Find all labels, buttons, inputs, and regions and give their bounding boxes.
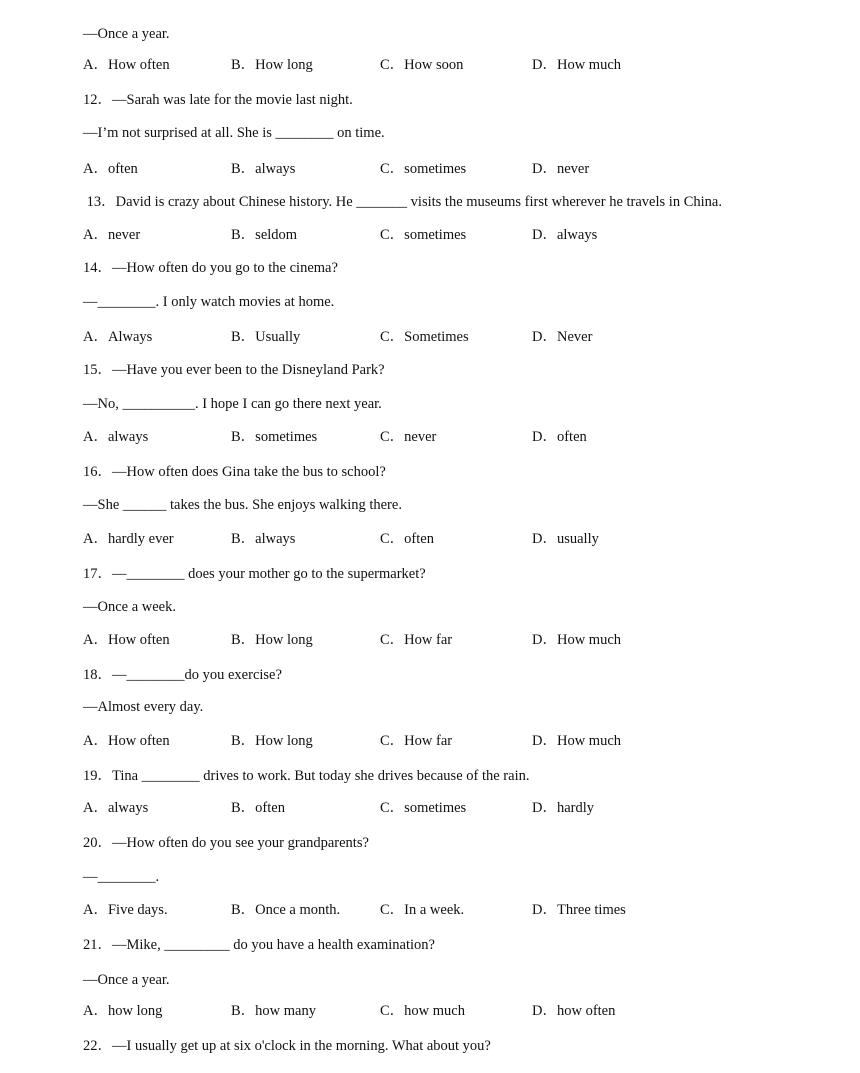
question-text: 12．—Sarah was late for the movie last night.: [83, 92, 353, 108]
answer-option-d: D．never: [532, 161, 590, 177]
answer-options-row: [83, 1002, 783, 1020]
answer-option-d: D．Three times: [532, 902, 626, 918]
answer-option-a: A．Always: [83, 329, 153, 345]
question-text: 18．—________do you exercise?: [83, 667, 282, 683]
question-text: 17．—________ does your mother go to the supermarket?: [83, 566, 426, 582]
answer-option-b: B．Once a month.: [231, 902, 341, 918]
answer-option-d: D．always: [532, 227, 598, 243]
answer-option-c: C．how much: [380, 1003, 465, 1019]
answer-option-b: B．always: [231, 531, 296, 547]
answer-options-row: [83, 530, 783, 548]
answer-options-row: [83, 799, 783, 817]
question-text: 22．—I usually get up at six o'clock in the morning. What about you?: [83, 1038, 491, 1054]
question-text: 21．—Mike, _________ do you have a health examination?: [83, 937, 435, 953]
answer-options-row: [83, 901, 783, 919]
answer-option-b: B．How long: [231, 733, 313, 749]
answer-option-c: C．sometimes: [380, 800, 467, 816]
dialogue-line: —She ______ takes the bus. She enjoys walking there.: [83, 497, 402, 513]
answer-option-c: C．How far: [380, 632, 453, 648]
question-text: 19．Tina ________ drives to work. But today she drives because of the rain.: [83, 768, 530, 784]
answer-option-a: A．Five days.: [83, 902, 168, 918]
answer-option-d: D．Never: [532, 329, 593, 345]
answer-option-d: D．often: [532, 429, 587, 445]
answer-option-c: C．sometimes: [380, 161, 467, 177]
answer-option-b: B．sometimes: [231, 429, 318, 445]
answer-option-c: C．sometimes: [380, 227, 467, 243]
answer-option-c: C．How far: [380, 733, 453, 749]
answer-option-b: B．How long: [231, 57, 313, 73]
answer-options-row: [83, 428, 783, 446]
question-text: 20．—How often do you see your grandparents?: [83, 835, 369, 851]
dialogue-line: —No, __________. I hope I can go there next year.: [83, 396, 382, 412]
answer-option-c: C．never: [380, 429, 437, 445]
answer-option-a: A．hardly ever: [83, 531, 174, 547]
answer-option-b: B．always: [231, 161, 296, 177]
answer-option-d: D．how often: [532, 1003, 616, 1019]
dialogue-line: —I’m not surprised at all. She is ________ on time.: [83, 125, 385, 141]
answer-option-c: C．In a week.: [380, 902, 465, 918]
answer-options-row: [83, 160, 783, 178]
answer-option-b: B．seldom: [231, 227, 298, 243]
dialogue-line: —Almost every day.: [83, 699, 204, 715]
answer-option-a: A．How often: [83, 632, 170, 648]
dialogue-line: —________. I only watch movies at home.: [83, 294, 335, 310]
dialogue-line: —Once a week.: [83, 599, 176, 615]
answer-options-row: [83, 328, 783, 346]
question-text: 13．David is crazy about Chinese history. He _______ visits the museums first wherever he travels in China.: [83, 194, 722, 210]
answer-option-b: B．how many: [231, 1003, 316, 1019]
answer-option-a: A．often: [83, 161, 138, 177]
answer-options-row: [83, 732, 783, 750]
answer-option-b: B．How long: [231, 632, 313, 648]
answer-option-d: D．hardly: [532, 800, 595, 816]
answer-option-a: A．never: [83, 227, 141, 243]
answer-option-d: D．How much: [532, 57, 622, 73]
answer-option-d: D．How much: [532, 733, 622, 749]
answer-option-a: A．always: [83, 800, 149, 816]
answer-option-b: B．Usually: [231, 329, 301, 345]
answer-option-d: D．How much: [532, 632, 622, 648]
answer-options-row: [83, 226, 783, 244]
answer-option-c: C．often: [380, 531, 434, 547]
dialogue-line: —Once a year.: [83, 972, 170, 988]
answer-option-d: D．usually: [532, 531, 599, 547]
answer-option-c: C．How soon: [380, 57, 464, 73]
answer-option-a: A．always: [83, 429, 149, 445]
dialogue-line: —Once a year.: [83, 26, 170, 42]
question-text: 16．—How often does Gina take the bus to school?: [83, 464, 386, 480]
answer-option-a: A．how long: [83, 1003, 163, 1019]
answer-option-b: B．often: [231, 800, 285, 816]
answer-options-row: [83, 56, 783, 74]
question-text: 15．—Have you ever been to the Disneyland Park?: [83, 362, 385, 378]
answer-option-a: A．How often: [83, 57, 170, 73]
question-text: 14．—How often do you go to the cinema?: [83, 260, 338, 276]
answer-option-a: A．How often: [83, 733, 170, 749]
dialogue-line: —________.: [83, 869, 160, 885]
answer-option-c: C．Sometimes: [380, 329, 469, 345]
answer-options-row: [83, 631, 783, 649]
